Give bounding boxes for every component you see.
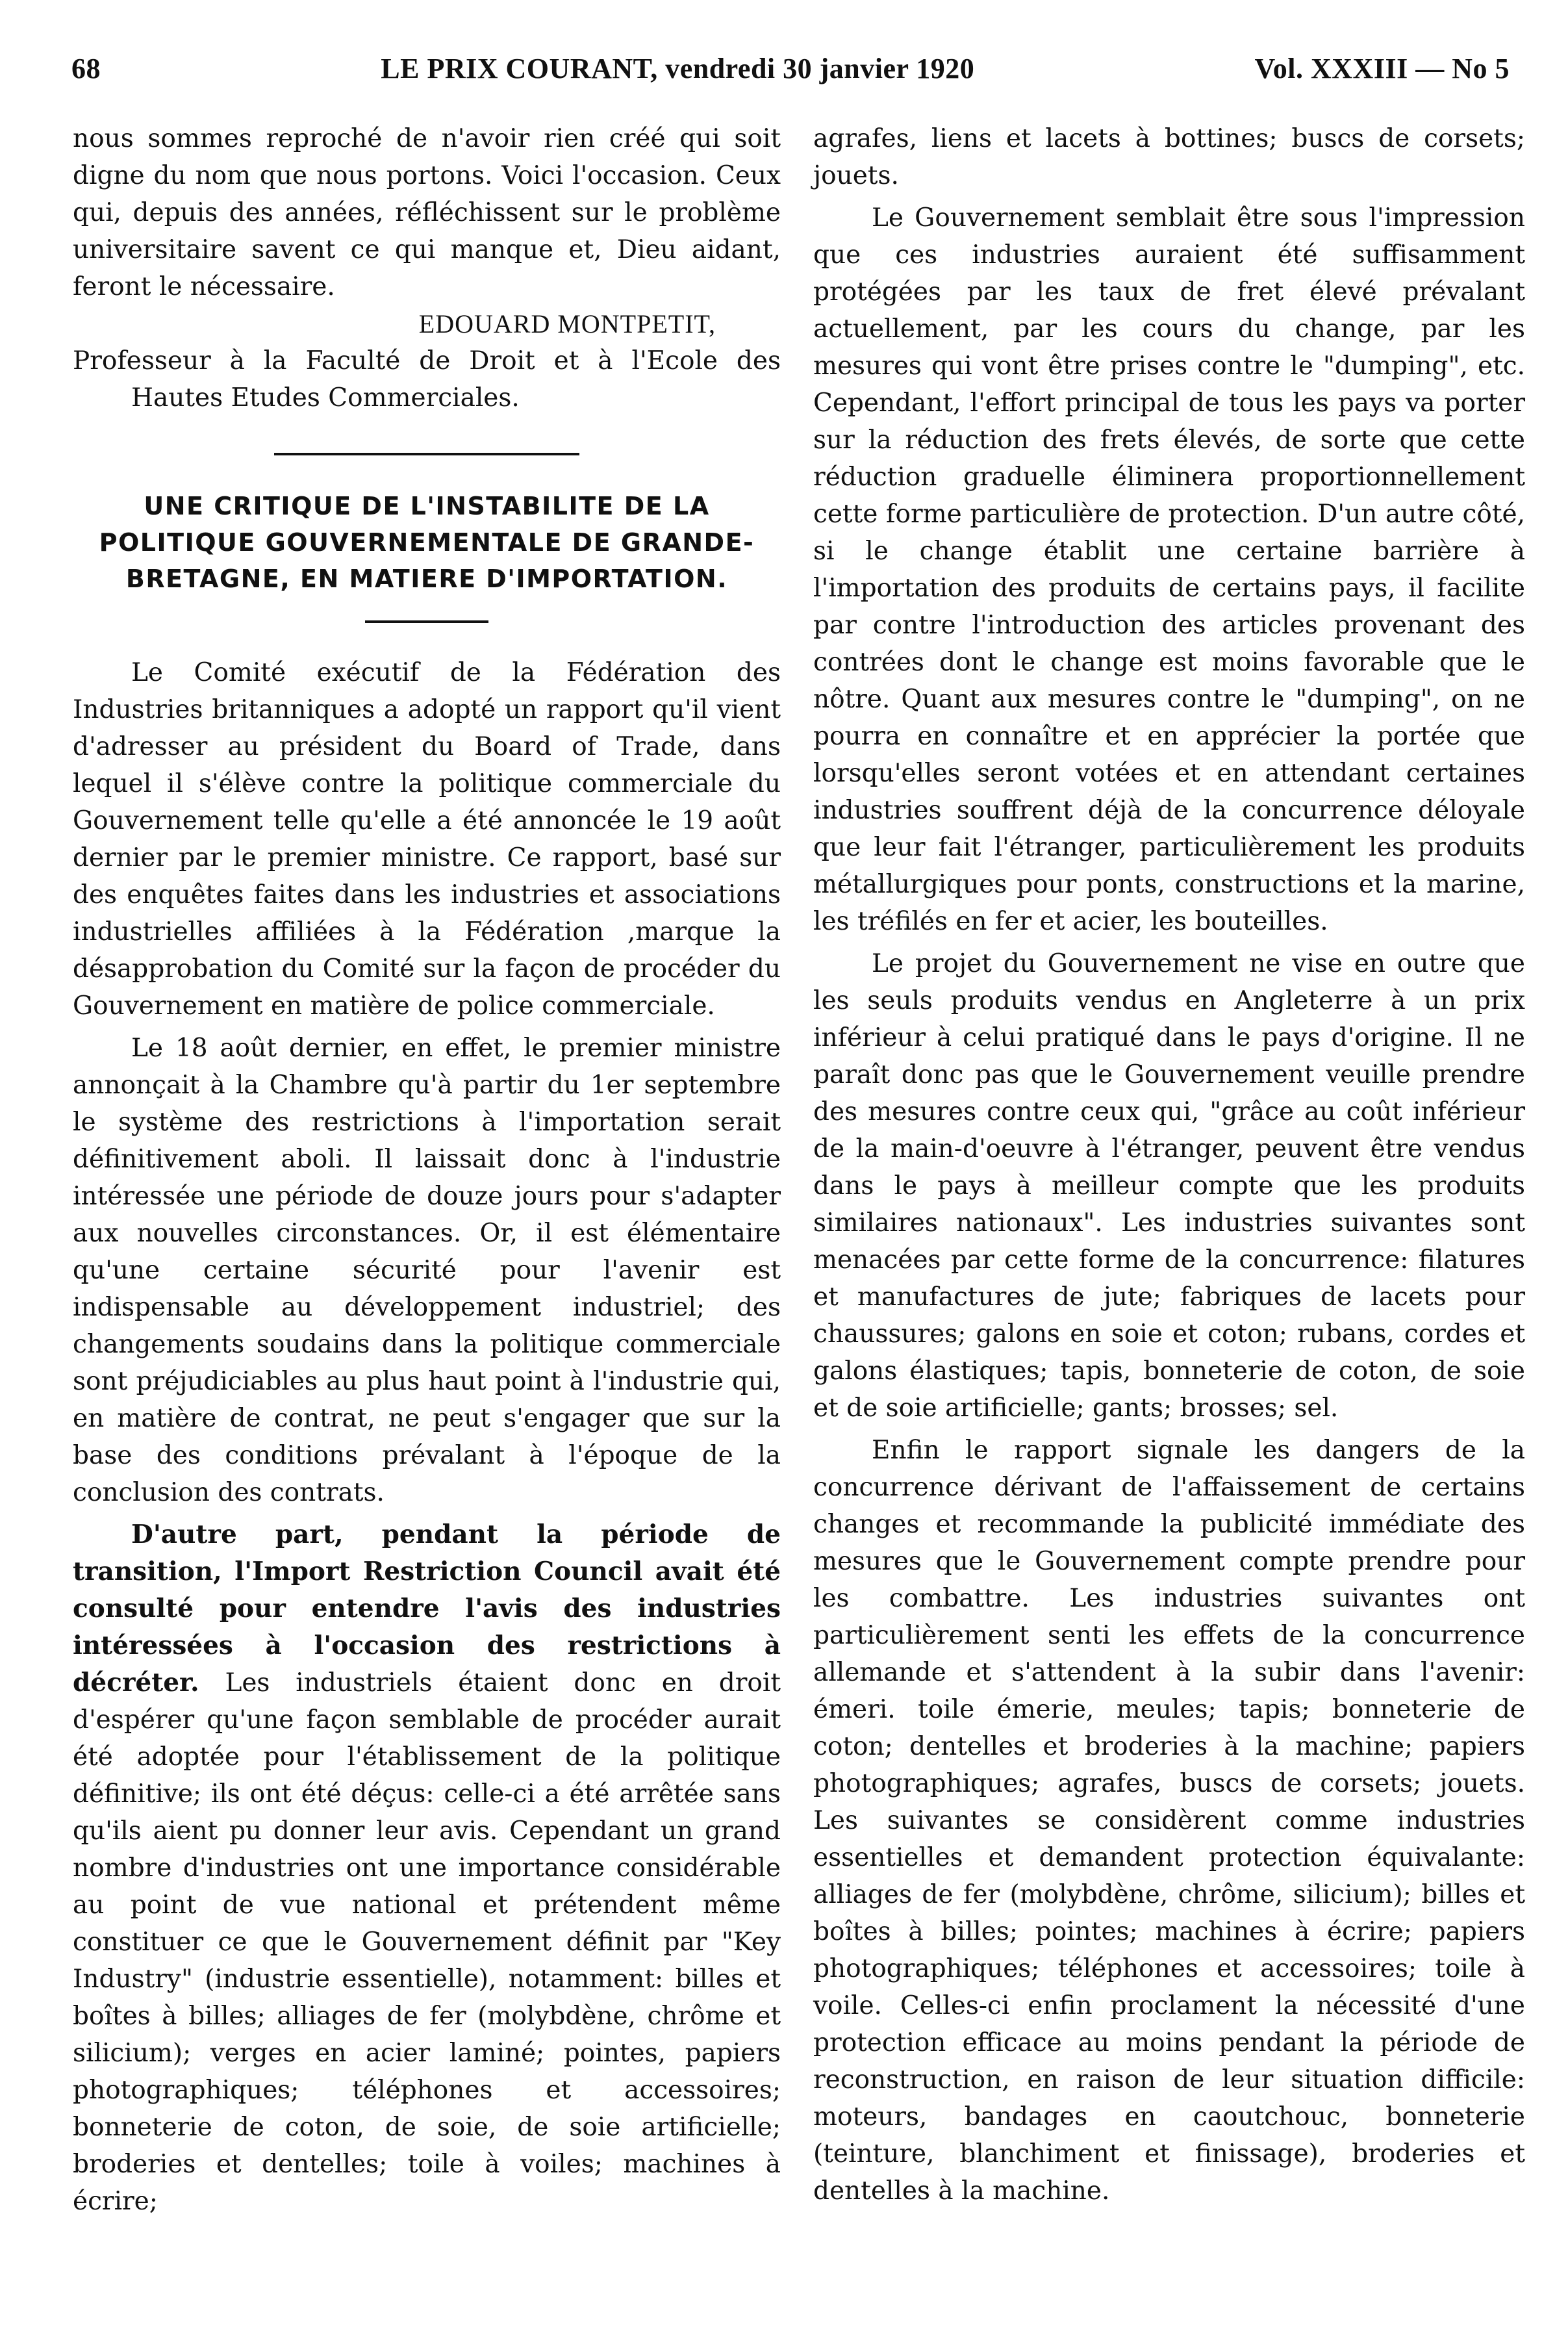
continuation-paragraph: agrafes, liens et lacets à bottines; buscs de corsets; jouets. [813, 124, 1525, 190]
signature-title: Professeur à la Faculté de Droit et à l'Ecole des Hautes Etudes Commerciales. [73, 346, 781, 413]
article-title: UNE CRITIQUE DE L'INSTABILITE DE LA POLITIQUE GOUVERNEMENTALE DE GRANDE-BRETAGNE, EN MATIERE D'IMPORTATION. [99, 492, 755, 593]
intro-paragraph: nous sommes reproché de n'avoir rien créé qui soit digne du nom que nous portons. Voici l'occasion. Ceux qui, depuis des années, réfléchissent sur le problème universitaire savent ce qui manque et, Dieu aidant, feront le nécessaire. [73, 124, 781, 301]
article-paragraph-5: Le projet du Gouvernement ne vise en outre que les seuls produits vendus en Angleterre à un prix inférieur à celui pratiqué dans le pays d'origine. Il ne paraît donc pas que le Gouvernement veuille prendre des mesures contre ceux qui, "grâce au coût inférieur de la main-d'oeuvre à l'étranger, peuvent être vendus dans le pays à meilleur compte que les produits similaires nationaux". Les industries suivantes sont menacées par cette forme de la concurrence: filatures et manufactures de jute; fabriques de lacets pour chaussures; galons en soie et coton; rubans, cordes et galons élastiques; tapis, bonneterie de coton, de soie et de soie artificielle; gants; brosses; sel. [813, 949, 1525, 1423]
signature-name: EDOUARD MONTPETIT, [418, 309, 716, 338]
title-divider [365, 620, 488, 623]
article-paragraph-3-body: Les industriels étaient donc en droit d'espérer qu'une façon semblable de procéder aurait été adoptée pour l'établissement de la politique définitive; ils ont été déçus: celle-ci a été arrêtée sans qu'ils aient pu donner leur avis. Cependant un grand nombre d'industries ont une importance considérable au point de vue national et prétendent même constituer ce que le Gouvernement définit par "Key Industry" (industrie essentielle), notamment: billes et boîtes à billes; alliages de fer (molybdène, chrôme et silicium); verges en acier laminé; pointes, papiers photographiques; téléphones et accessoires; bonneterie de coton, de soie, de soie artificielle; broderies et dentelles; toile à voiles; machines à écrire; [73, 1668, 781, 2216]
volume-number: Vol. XXXIII — No 5 [1254, 53, 1510, 84]
article-paragraph-2: Le 18 août dernier, en effet, le premier ministre annonçait à la Chambre qu'à partir du 1er septembre le système des restrictions à l'importation serait définitivement aboli. Il laissait donc à l'industrie intéressée une période de douze jours pour s'adapter aux nouvelles circonstances. Or, il est élémentaire qu'une certaine sécurité pour l'avenir est indispensable au développement industriel; des changements soudains dans la politique commerciale sont préjudiciables au plus haut point à l'industrie qui, en matière de contrat, ne peut s'engager que sur la base des conditions prévalant à l'époque de la conclusion des contrats. [73, 1034, 781, 1507]
article-paragraph-6: Enfin le rapport signale les dangers de la concurrence dérivant de l'affaissement de certains changes et recommande la publicité immédiate des mesures que le Gouvernement compte prendre pour les combattre. Les industries suivantes ont particulièrement senti les effets de la concurrence allemande et s'attendent à la subir dans l'avenir: émeri. toile émerie, meules; tapis; bonneterie de coton; dentelles et broderies à la machine; papiers photographiques; agrafes, buscs de corsets; jouets. Les suivantes se considèrent comme industries essentielles et demandent protection équivalante: alliages de fer (molybdène, chrôme, silicium); billes et boîtes à billes; pointes; machines à écrire; papiers photographiques; téléphones et accessoires; toile à voile. Celles-ci enfin proclament la nécessité d'une protection efficace au moins pendant la période de reconstruction, en raison de leur situation difficile: moteurs, bandages en caoutchouc, bonneterie (teinture, blanchiment et finissage), broderies et dentelles à la machine. [813, 1436, 1525, 2206]
right-column [813, 120, 1525, 2209]
article-paragraph-3-lead: D'autre part, pendant la période de transition, l'Import Restriction Council avait été consulté pour entendre l'avis des industries intéressées à l'occasion des restrictions à décréter. [73, 1520, 781, 1698]
page-number: 68 [71, 53, 101, 84]
article-paragraph-1: Le Comité exécutif de la Fédération des Industries britanniques a adopté un rapport qu'il vient d'adresser au président du Board of Trade, dans lequel il s'élève contre la politique commerciale du Gouvernement telle qu'elle a été annoncée le 19 août dernier par le premier ministre. Ce rapport, basé sur des enquêtes faites dans les industries et associations industrielles affiliées à la Fédération ,marque la désapprobation du Comité sur la façon de procéder du Gouvernement en matière de police commerciale. [73, 658, 781, 1021]
article-paragraph-3 [73, 1516, 781, 2220]
article-paragraph-4: Le Gouvernement semblait être sous l'impression que ces industries auraient été suffisamment protégées par les taux de fret élevé prévalant actuellement, par les cours du change, par les mesures qui vont être prises contre le "dumping", etc. Cependant, l'effort principal de tous les pays va porter sur la réduction des frets élevés, de sorte que cette réduction graduelle éliminera proportionnellement cette forme particulière de protection. D'un autre côté, si le change établit une certaine barrière à l'importation des produits de certains pays, il facilite par contre l'introduction des articles provenant des contrées dont le change est moins favorable que le nôtre. Quant aux mesures contre le "dumping", on ne pourra en connaître et en apprécier la portée que lorsqu'elles seront votées et en attendant certaines industries souffrent déjà de la concurrence déloyale que leur fait l'étranger, particulièrement les produits métallurgiques pour ponts, constructions et la marine, les tréfilés en fer et acier, les bouteilles. [813, 203, 1525, 936]
left-column [73, 120, 781, 2220]
publication-line: LE PRIX COURANT, vendredi 30 janvier 1920 [381, 53, 975, 84]
section-divider [274, 453, 579, 455]
page-header [71, 52, 1510, 97]
